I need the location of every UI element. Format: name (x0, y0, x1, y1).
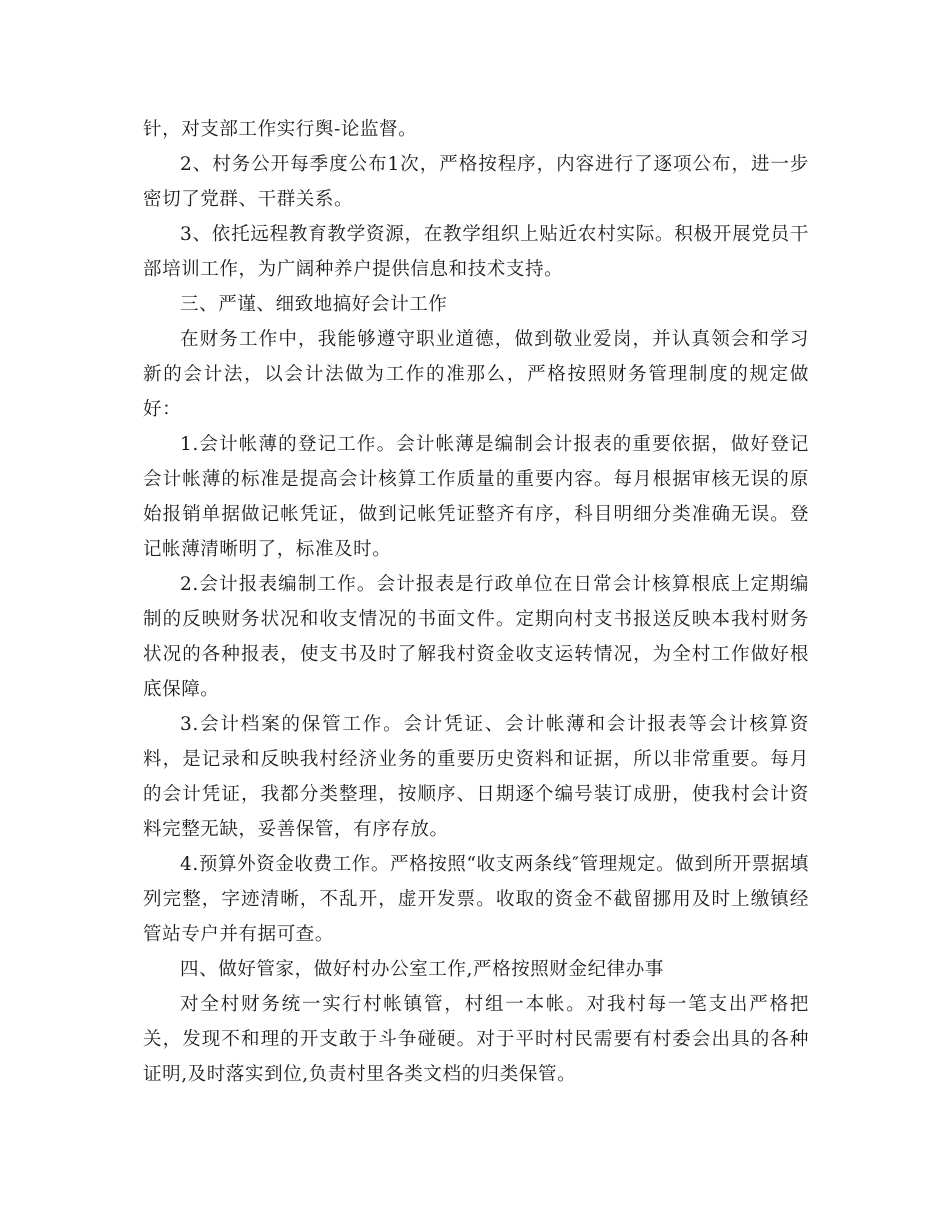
paragraph-3: 3、依托远程教育教学资源，在教学组织上贴近农村实际。积极开展党员干部培训工作，为广阔种养户提供信息和技术支持。 (143, 224, 809, 280)
paragraph-9: 4.预算外资金收费工作。严格按照“收支两条线″管理规定。做到所开票据填列完整，字迹清晰，不乱开，虚开发票。收取的资金不截留挪用及时上缴镇经管站专户并有据可查。 (143, 854, 809, 945)
paragraph-1: 针，对支部工作实行舆-论监督。 (143, 119, 418, 140)
document-page (143, 112, 809, 1092)
paragraph-8: 3.会计档案的保管工作。会计凭证、会计帐薄和会计报表等会计核算资料，是记录和反映我村经济业务的重要历史资料和证据，所以非常重要。每月的会计凭证，我都分类整理，按顺序、日期逐个编号装订成册，使我村会计资料完整无缺，妥善保管，有序存放。 (143, 714, 809, 840)
paragraph-6: 1.会计帐薄的登记工作。会计帐薄是编制会计报表的重要依据，做好登记会计帐薄的标准是提高会计核算工作质量的重要内容。每月根据审核无误的原始报销单据做记帐凭证，做到记帐凭证整齐有序，科目明细分类准确无误。登记帐薄清晰明了，标准及时。 (143, 434, 809, 560)
paragraph-2: 2、村务公开每季度公布1次，严格按程序，内容进行了逐项公布，进一步密切了党群、干群关系。 (143, 154, 809, 210)
paragraph-7: 2.会计报表编制工作。会计报表是行政单位在日常会计核算根底上定期编制的反映财务状况和收支情况的书面文件。定期向村支书报送反映本我村财务状况的各种报表，使支书及时了解我村资金收支运转情况，为全村工作做好根底保障。 (143, 574, 809, 700)
paragraph-11: 对全村财务统一实行村帐镇管，村组一本帐。对我村每一笔支出严格把关，发现不和理的开支敢于斗争碰硬。对于平时村民需要有村委会出具的各种证明,及时落实到位,负责村里各类文档的归类保管。 (143, 994, 809, 1085)
section-heading-3: 三、严谨、细致地搞好会计工作 (180, 294, 448, 315)
paragraph-5: 在财务工作中，我能够遵守职业道德，做到敬业爱岗，并认真领会和学习新的会计法，以会计法做为工作的准那么，严格按照财务管理制度的规定做好： (143, 329, 809, 420)
section-heading-4: 四、做好管家，做好村办公室工作,严格按照财金纪律办事 (180, 959, 664, 980)
